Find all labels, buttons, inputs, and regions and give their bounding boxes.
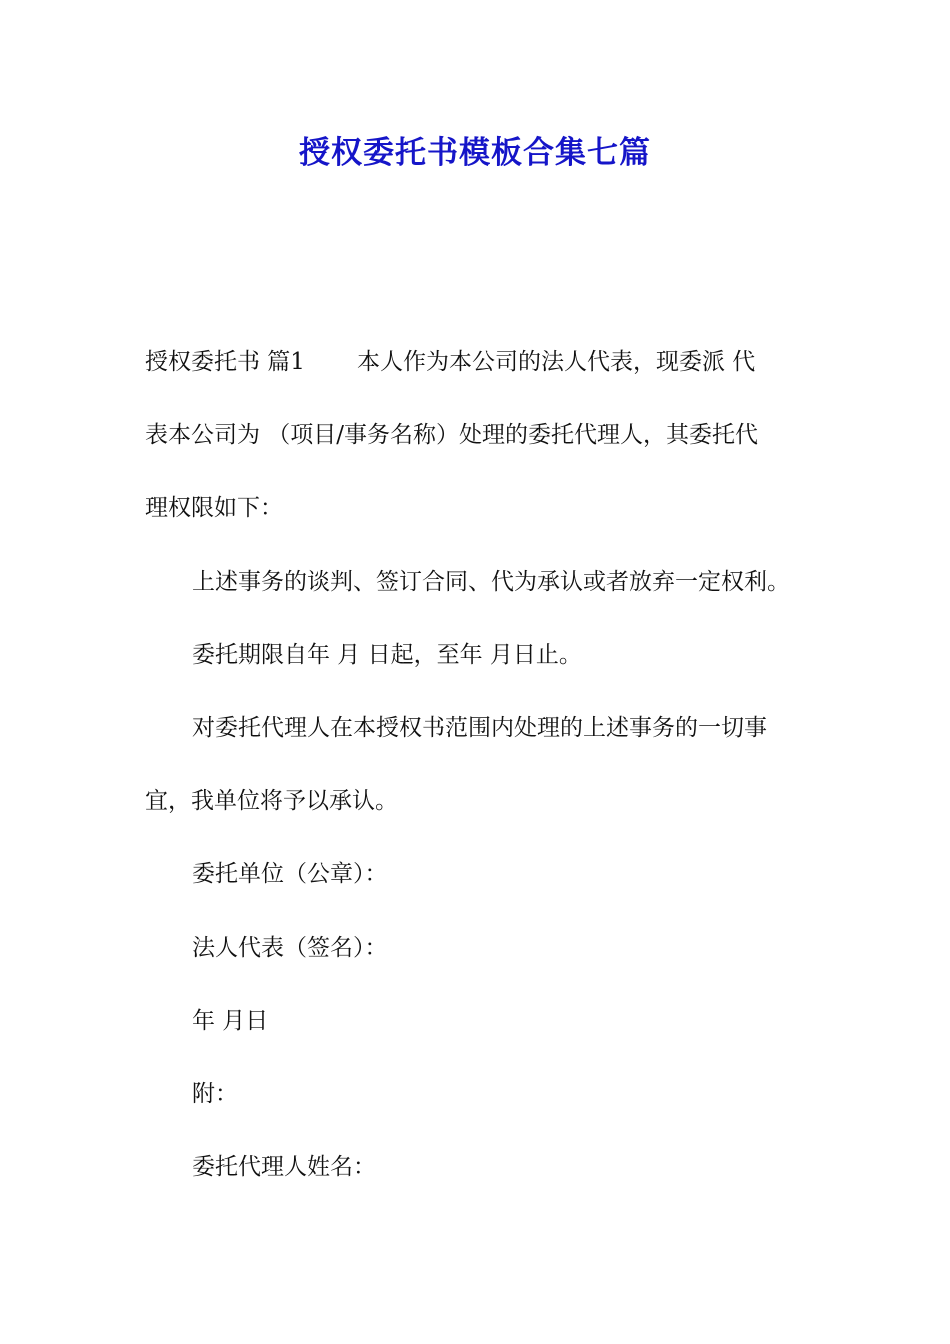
- agent-name-label: 委托代理人姓名：: [192, 1154, 376, 1181]
- document-body: [145, 326, 807, 1204]
- signature-field-label: 委托单位（公章）：: [192, 861, 388, 888]
- appendix-label: 附：: [192, 1080, 238, 1107]
- paragraph-line: [145, 326, 807, 399]
- paragraph-text: 本人作为本公司的法人代表，现委派 代: [356, 349, 756, 375]
- section-heading: 授权委托书 篇1: [145, 349, 305, 375]
- paragraph-line: 上述事务的谈判、签订合同、代为承认或者放弃一定权利。: [192, 568, 790, 595]
- paragraph-line: 表本公司为 （项目/事务名称）处理的委托代理人，其委托代: [145, 422, 759, 449]
- date-field-label: 年 月日: [192, 1007, 269, 1034]
- document-title: 授权委托书模板合集七篇: [299, 135, 651, 171]
- paragraph-line: 宜，我单位将予以承认。: [145, 788, 398, 815]
- paragraph-line: 理权限如下：: [145, 495, 283, 522]
- signature-field-label: 法人代表（签名）：: [192, 934, 388, 961]
- paragraph-line: 对委托代理人在本授权书范围内处理的上述事务的一切事: [192, 714, 767, 741]
- paragraph-line: 委托期限自年 月 日起，至年 月日止。: [192, 641, 582, 668]
